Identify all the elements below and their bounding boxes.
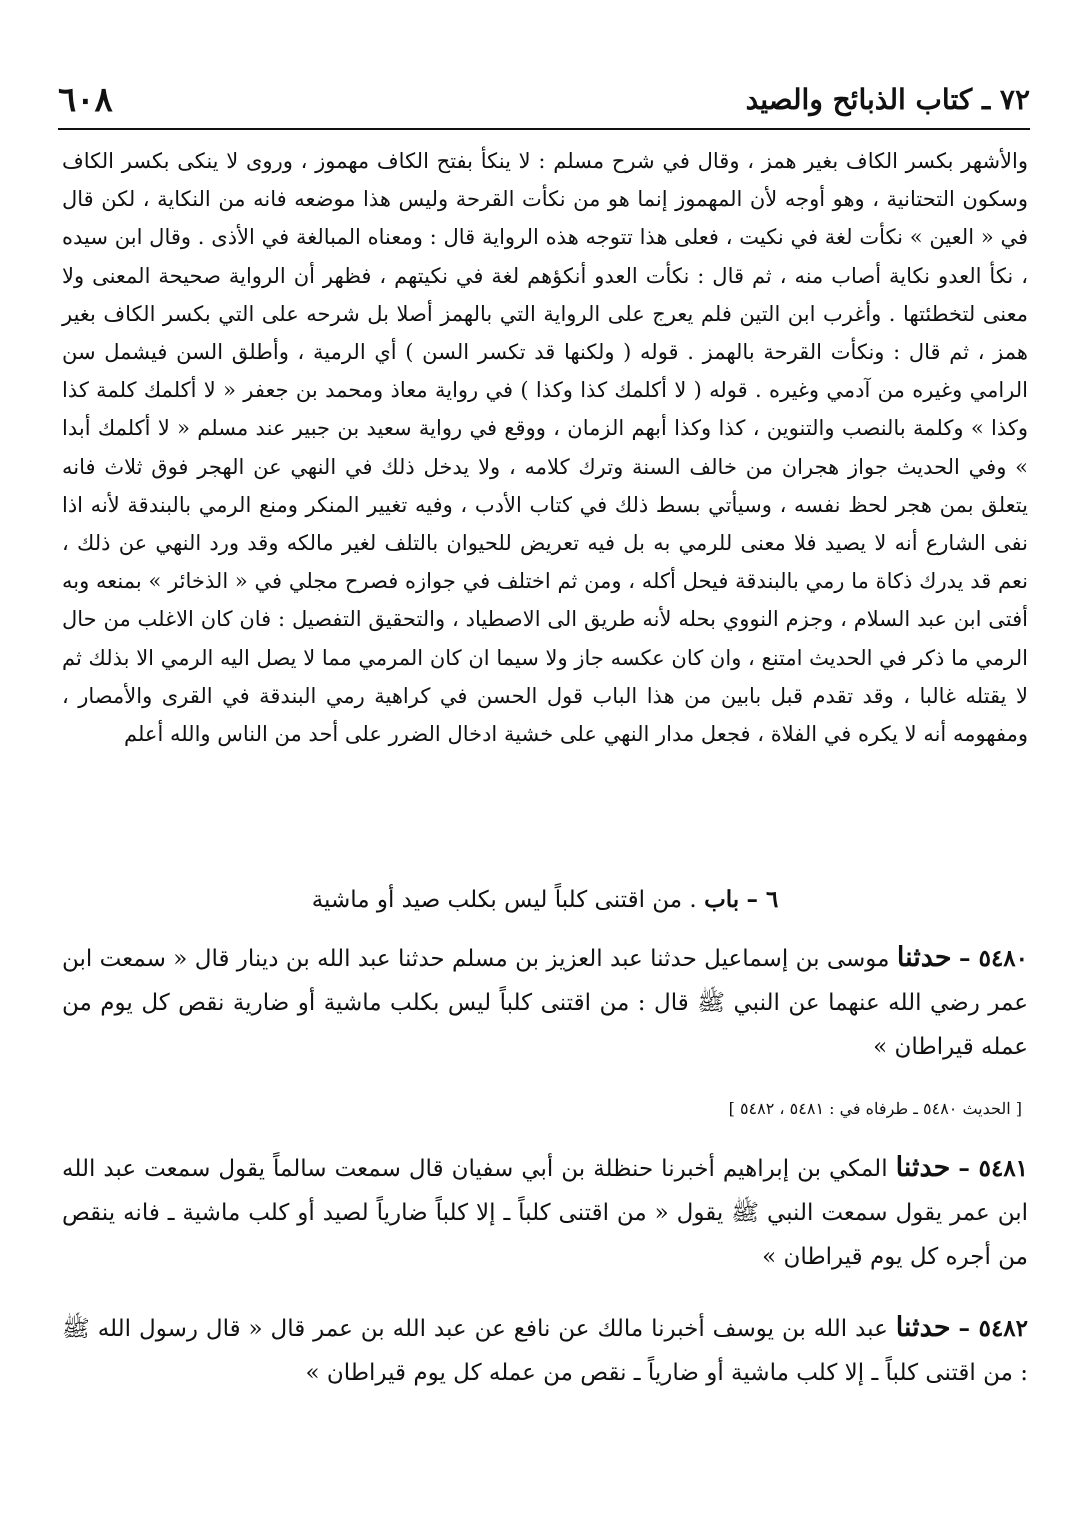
hadith-5480 [62, 936, 1028, 1069]
commentary-section [62, 142, 1028, 753]
chapter-heading [62, 880, 1028, 920]
hadith-text: عبد الله بن يوسف أخبرنا مالك عن نافع عن عبد الله بن عمر قال « قال رسول الله ﷺ : من اقتنى كلباً ـ إلا كلب ماشية أو ضارياً ـ نقص من عمله كل يوم قيراطان » [62, 1316, 1028, 1386]
haddathana-label: حدثنا [896, 942, 952, 973]
hadith-number: ٥٤٨٢ – [958, 1315, 1029, 1342]
hadith-5481 [62, 1146, 1028, 1279]
haddathana-label: حدثنا [895, 1152, 951, 1183]
hadith-paragraph [62, 936, 1028, 1069]
hadith-paragraph [62, 1306, 1028, 1395]
hadith-paragraph [62, 1146, 1028, 1279]
hadith-number: ٥٤٨٠ – [959, 945, 1029, 972]
cross-reference: [ الحديث ٥٤٨٠ ـ طرفاه في : ٥٤٨١ ، ٥٤٨٢ ] [728, 1099, 1022, 1118]
hadith-number: ٥٤٨١ – [958, 1155, 1029, 1182]
chapter-number: ٦ – [746, 886, 779, 913]
header-divider [58, 128, 1030, 130]
chapter-bab-label: باب [704, 886, 740, 913]
commentary-text: والأشهر بكسر الكاف بغير همز ، وقال في شرح مسلم : لا ينكأ بفتح الكاف مهموز ، وروى لا ينكى بكسر الكاف وسكون التحتانية ، وهو أوجه لأن المهموز إنما هو من نكأت القرحة وليس هذا موضعه فانه من النكاية ، لكن قال في « العين » نكأت لغة في نكيت ، فعلى هذا تتوجه هذه الرواية قال : ومعناه المبالغة في الأذى . وقال ابن سيده ، نكأ العدو نكاية أصاب منه ، ثم قال : نكأت العدو أنكؤهم لغة في نكيتهم ، فظهر أن الرواية صحيحة المعنى ولا معنى لتخطئتها . وأغرب ابن التين فلم يعرج على الرواية التي بالهمز أصلا بل شرحه على التي بكسر الكاف بغير همز ، ثم قال : ونكأت القرحة بالهمز . قوله ( ولكنها قد تكسر السن ) أي الرمية ، وأطلق السن فيشمل سن الرامي وغيره من آدمي وغيره . قوله ( لا أكلمك كذا وكذا ) في رواية معاذ ومحمد بن جعفر « لا أكلمك كلمة كذا وكذا » وكلمة بالنصب والتنوين ، كذا وكذا أبهم الزمان ، ووقع في رواية سعيد بن جبير عند مسلم « لا أكلمك أبدا » وفي الحديث جواز هجران من خالف السنة وترك كلامه ، ولا يدخل ذلك في النهي عن الهجر فوق ثلاث فانه يتعلق بمن هجر لحظ نفسه ، وسيأتي بسط ذلك في كتاب الأدب ، وفيه تغيير المنكر ومنع الرمي بالبندقة لأنه اذا نفى الشارع أنه لا يصيد فلا معنى للرمي به بل فيه تعريض للحيوان بالتلف لغير مالكه وقد ورد النهي عن ذلك ، نعم قد يدرك ذكاة ما رمي بالبندقة فيحل أكله ، ومن ثم اختلف في جوازه فصرح مجلي في « الذخائر » بمنعه وبه أفتى ابن عبد السلام ، وجزم النووي بحله لأنه طريق الى الاصطياد ، والتحقيق التفصيل : فان كان الاغلب من حال الرمي ما ذكر في الحديث امتنع ، وان كان عكسه جاز ولا سيما ان كان المرمي مما لا يصل اليه الرمي الا بذلك ثم لا يقتله غالبا ، وقد تقدم قبل بابين من هذا الباب قول الحسن في كراهية رمي البندقة في القرى والأمصار ، ومفهومه أنه لا يكره في الفلاة ، فجعل مدار النهي على خشية ادخال الضرر على أحد من الناس والله أعلم [62, 149, 1028, 747]
page-header [58, 72, 1030, 120]
hadith-text: موسى بن إسماعيل حدثنا عبد العزيز بن مسلم حدثنا عبد الله بن دينار قال « سمعت ابن عمر رضي الله عنهما عن النبي ﷺ قال : من اقتنى كلباً ليس بكلب ماشية أو ضارية نقص كل يوم من عمله قيراطان » [62, 946, 1028, 1060]
hadith-text: المكي بن إبراهيم أخبرنا حنظلة بن أبي سفيان قال سمعت سالماً يقول سمعت عبد الله ابن عمر يقول سمعت النبي ﷺ يقول « من اقتنى كلباً ـ إلا كلباً ضارياً لصيد أو كلب ماشية ـ فانه ينقص من أجره كل يوم قيراطان » [62, 1156, 1028, 1270]
chapter-title: . من اقتنى كلباً ليس بكلب صيد أو ماشية [311, 887, 697, 913]
haddathana-label: حدثنا [895, 1312, 951, 1343]
running-title: ٧٢ ـ كتاب الذبائح والصيد [745, 83, 1030, 116]
hadith-5482 [62, 1306, 1028, 1395]
page-number: ٦٠٨ [58, 80, 113, 120]
